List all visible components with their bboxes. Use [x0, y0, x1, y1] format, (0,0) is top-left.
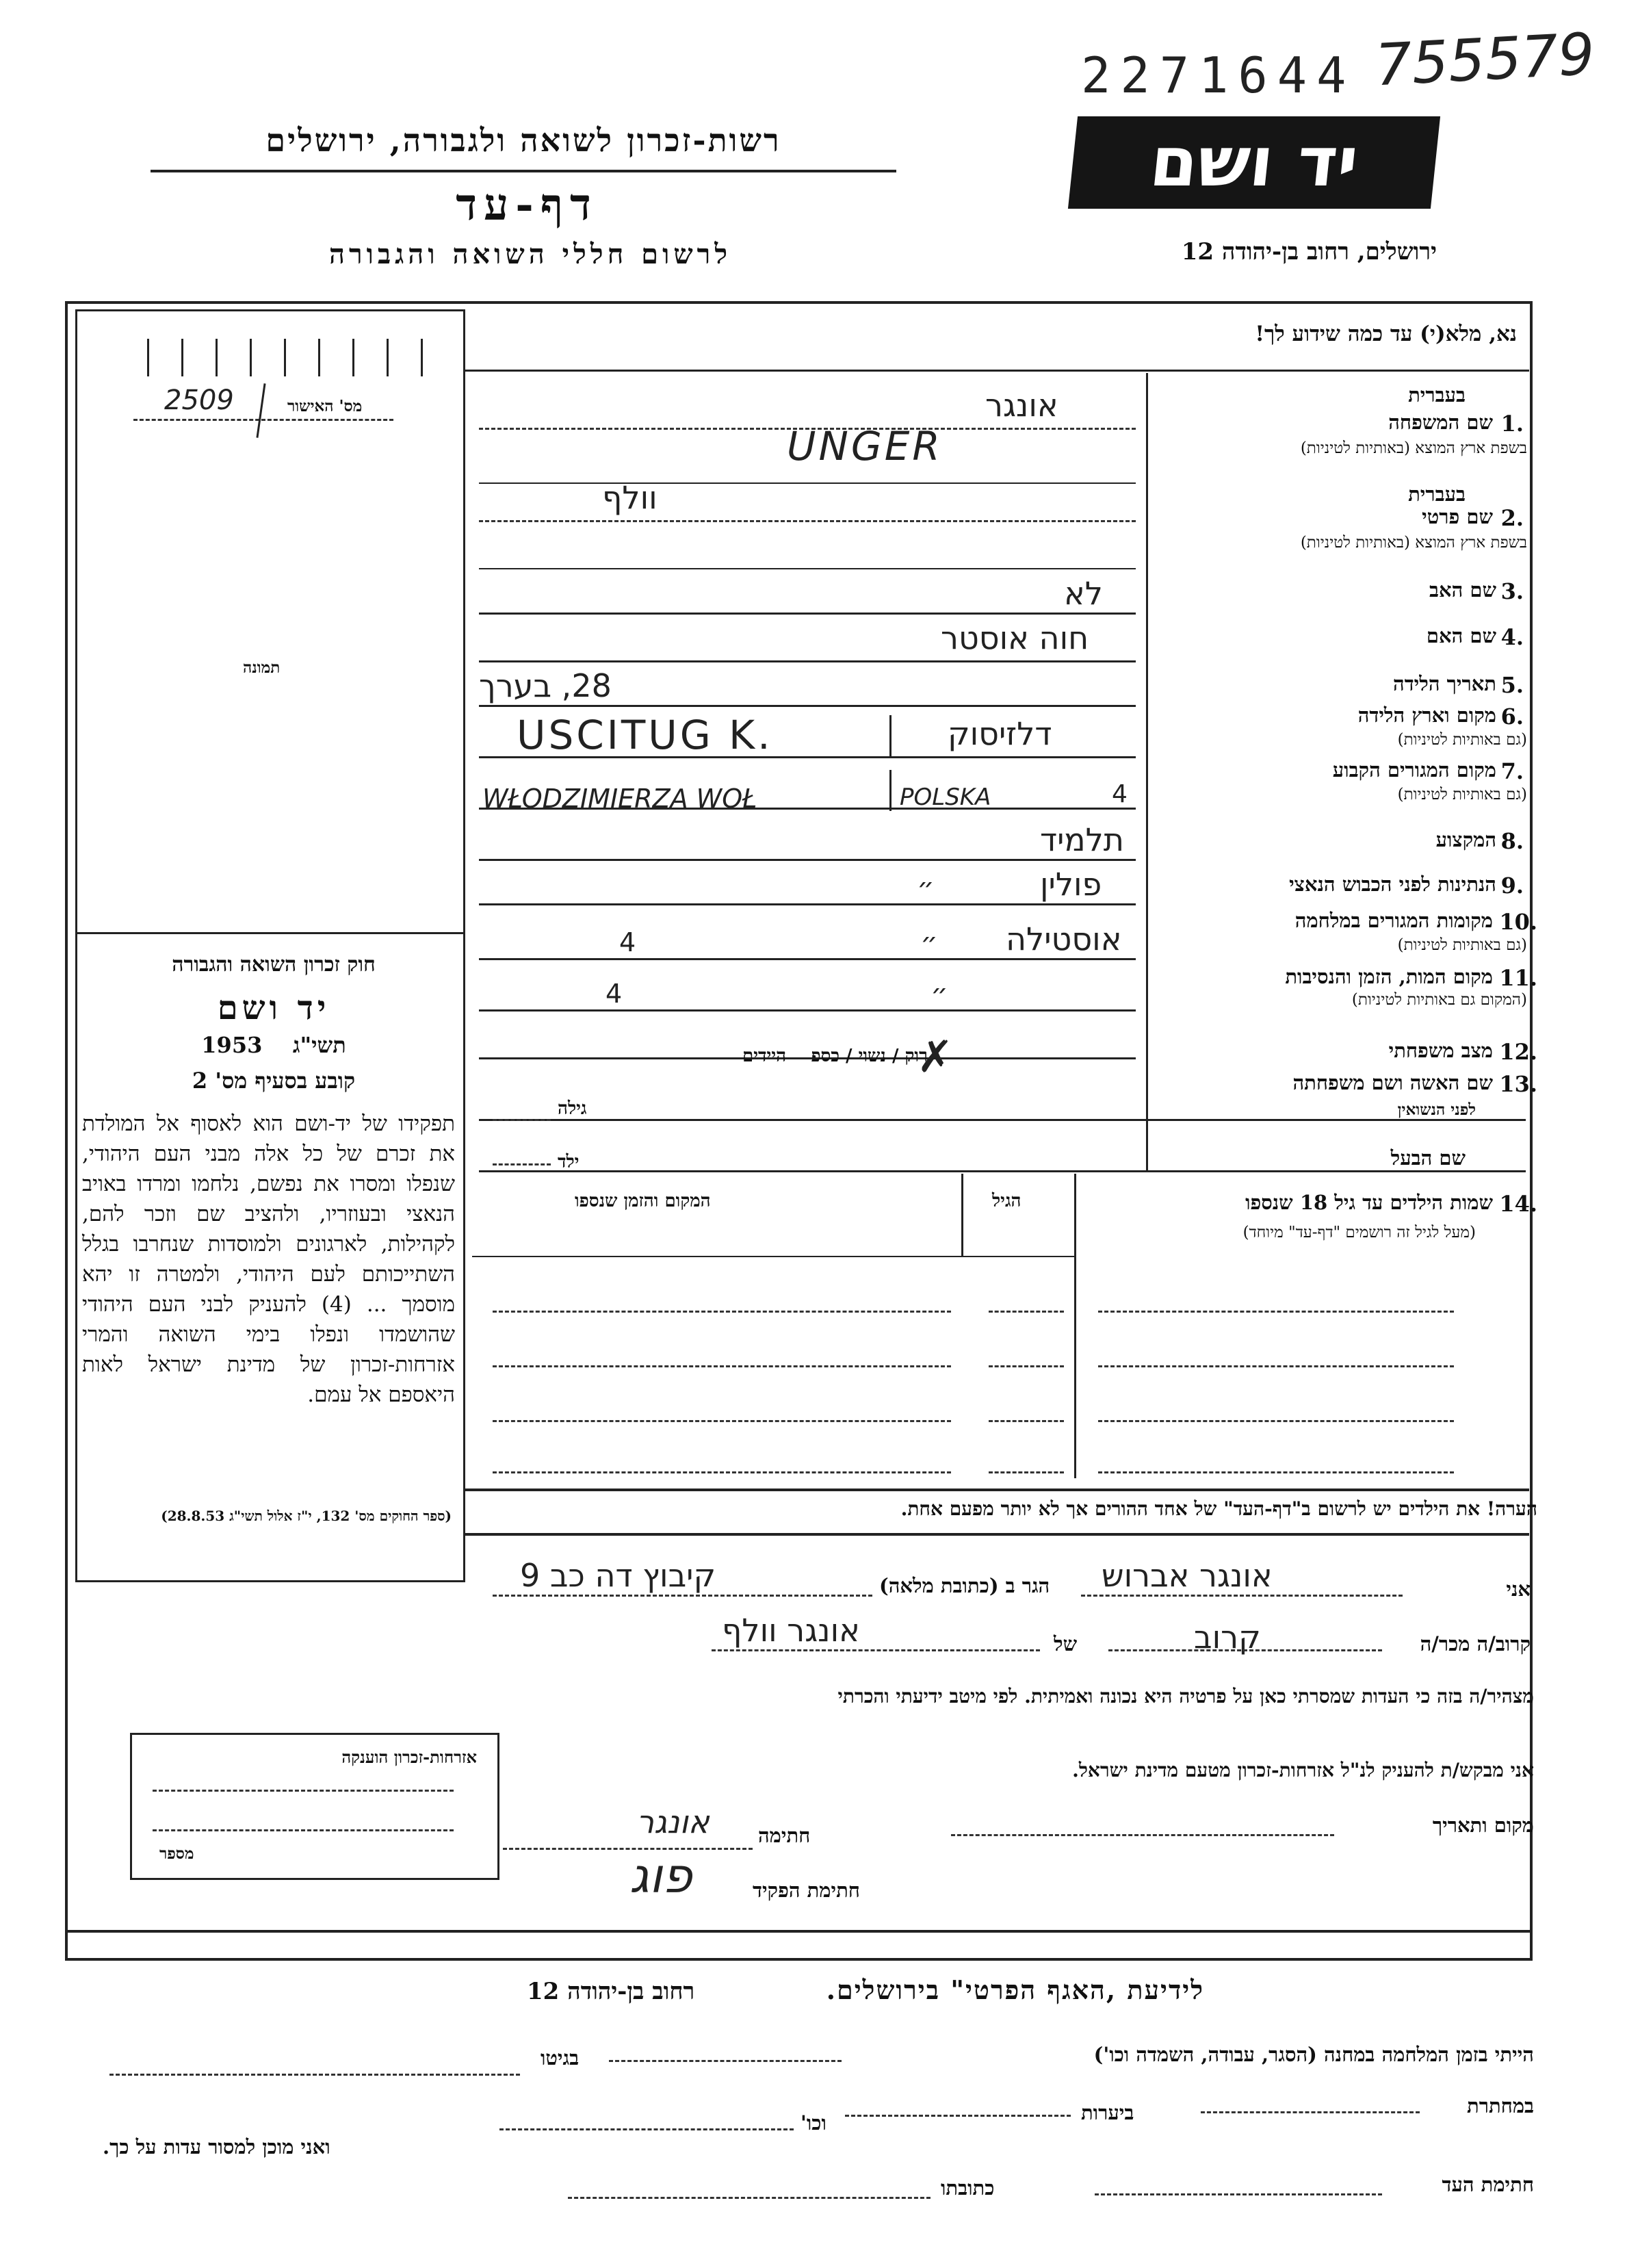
- field-1-label: שם המשפחה: [1388, 411, 1493, 434]
- field-2-sub: בשפת ארץ המוצא (באותיות לטיניות): [1300, 534, 1527, 552]
- approval-label: מס' האישור: [287, 397, 363, 415]
- citizenship-box: [130, 1733, 499, 1880]
- field-6-label: מקום וארץ הלידה: [1357, 704, 1496, 727]
- field-5-num: 5.: [1500, 672, 1524, 698]
- field-2-label: שם פרטי: [1422, 505, 1493, 528]
- approval-value: 2509: [164, 385, 234, 416]
- field-3-label: שם האב: [1429, 578, 1496, 602]
- law-reference: (ספר החוקים מס' 132, י"ז אלול תשי"ג 28.8.53): [161, 1508, 452, 1524]
- children-col-age: הגיל: [992, 1191, 1021, 1211]
- serial-number: 2271644: [1081, 47, 1356, 104]
- logo-text: יד ושם: [1146, 122, 1362, 202]
- law-title: חוק זכרון השואה והגבורה: [172, 953, 376, 977]
- law-section: קובע בסעיף מס' 2: [192, 1068, 356, 1094]
- field-9-label: הנתינות לפני הכבוש הנאצי: [1289, 873, 1496, 896]
- nationality-ditto: ״: [917, 873, 935, 904]
- wartime-residence-ditto2: 4: [619, 927, 636, 957]
- marital-status-options: רוק / נשוי / כספ היידים: [742, 1046, 928, 1066]
- address: ירושלים, רחוב בן-יהודה 12: [1181, 238, 1437, 266]
- footer-title: לידיעת ,האגף הפרטי" בירושלים.: [826, 1974, 1204, 2005]
- children-label: שמות הילדים עד גיל 18 שנספו: [1245, 1191, 1493, 1214]
- spouse-label: שם הבעל: [1390, 1146, 1466, 1170]
- field-8-label: המקצוע: [1435, 828, 1496, 851]
- declaration-statement1: מצהיר/ה בזה כי העדות שמסרתי כאן על פרטיה היא נכונה ואמיתית. לפי מיטב ידיעתי והכרתי: [837, 1685, 1534, 1708]
- field-7-sub: (גם באותיות לטיניות): [1397, 786, 1527, 803]
- marital-status-mark: ✗: [917, 1032, 954, 1083]
- citizenship-box-title: אזרחות-זכרון הוענקה: [341, 1747, 477, 1767]
- ghetto-label: בגיטו: [541, 2046, 580, 2070]
- field-11-label: מקום המות, הזמן והנסיבות: [1285, 965, 1493, 988]
- death-place-ditto2: 4: [606, 979, 623, 1009]
- field-1-num: 1.: [1500, 411, 1524, 437]
- field-4-label: שם האם: [1426, 624, 1496, 647]
- field-6-num: 6.: [1500, 704, 1524, 730]
- nationality: פולין: [1040, 866, 1102, 903]
- children-col-place: המקום והזמן שנספו: [575, 1191, 711, 1211]
- declaration-statement2: אני מבקש/ת להעניק לנ"ל אזרחות-זכרון מטעם מדינת ישראל.: [1072, 1759, 1534, 1781]
- field-13-extra2: ילד: [558, 1152, 580, 1172]
- father-name: לא: [1064, 575, 1103, 612]
- birthplace-hebrew: דלזיסוק: [948, 715, 1052, 752]
- family-name-hebrew: אונגר: [985, 387, 1058, 424]
- law-year-hebrew: תשי"ג: [292, 1032, 346, 1058]
- form-title: דף-עד: [456, 179, 598, 231]
- photo-label: תמונה: [243, 658, 281, 677]
- first-name-hebrew: וולף: [602, 479, 658, 516]
- field-2-lang: בעברית: [1408, 482, 1466, 506]
- field-13-extra1: גילה: [558, 1098, 587, 1119]
- field-10-label: מקומות המגורים במלחמה: [1294, 909, 1493, 932]
- declaration-i-label: אני: [1506, 1577, 1531, 1601]
- field-6-sub: (גם באותיות לטיניות): [1397, 731, 1527, 749]
- yad-vashem-logo: [1068, 116, 1440, 209]
- field-11-sub: (המקום גם באותיות לטיניות): [1351, 991, 1527, 1009]
- field-4-num: 4.: [1500, 624, 1524, 650]
- tally-marks: [133, 339, 462, 380]
- field-1-lang: בעברית: [1408, 383, 1466, 407]
- field-14-num: 14.: [1499, 1191, 1537, 1217]
- witness-signature-label: חתימת העד: [1442, 2173, 1534, 2196]
- field-1-sub: בשפת ארץ המוצא (באותיות לטיניות): [1300, 439, 1527, 457]
- children-sub: (מעל לגיל זה רושמים "דף-עד" מיוחד): [1242, 1224, 1476, 1241]
- family-name-latin: UNGER: [787, 423, 943, 469]
- victim-name: אונגר וולף: [722, 1612, 860, 1649]
- signature-label: חתימה: [758, 1824, 811, 1847]
- relation-value: קרוב: [1194, 1619, 1261, 1655]
- citizenship-box-number-label: מספר: [159, 1844, 194, 1863]
- field-12-num: 12.: [1499, 1039, 1537, 1065]
- wartime-residence: אוסטילה: [1006, 920, 1122, 957]
- underground-label: במחתרת: [1467, 2094, 1534, 2117]
- birthplace-latin: USCITUG K.: [517, 712, 773, 758]
- field-10-sub: (גם באותיות לטיניות): [1397, 936, 1527, 954]
- declaration-of-label: של: [1054, 1632, 1078, 1655]
- footer-address: רחוב בן-יהודה 12: [527, 1978, 695, 2005]
- etc-label: וכו': [801, 2111, 826, 2135]
- field-10-num: 10.: [1499, 909, 1537, 935]
- field-7-num: 7.: [1500, 758, 1524, 784]
- field-13-sub: לפני הנשואין: [1397, 1100, 1476, 1119]
- declarant-name: אונגר אברוש: [1102, 1557, 1273, 1594]
- declarant-address: קיבוץ דה כב 9: [520, 1557, 716, 1594]
- field-3-num: 3.: [1500, 578, 1524, 604]
- field-7-label: מקום המגורים הקבוע: [1332, 758, 1496, 782]
- official-signature-value: פוג: [629, 1848, 692, 1904]
- place-date-label: מקום ותאריך: [1432, 1814, 1534, 1837]
- law-name: יד ושם: [217, 989, 330, 1027]
- field-13-num: 13.: [1499, 1071, 1537, 1097]
- footer-line1: הייתי בזמן המלחמה במחנה (הסגר, עבודה, השמדה וכו'): [1093, 2043, 1534, 2066]
- signature-value: אונגר: [636, 1803, 710, 1840]
- wartime-residence-ditto: ״: [920, 927, 938, 959]
- declaration-relative-label: קרוב/ה מכר/ה: [1420, 1632, 1531, 1655]
- field-8-num: 8.: [1500, 828, 1524, 854]
- residence-extra: 4: [1112, 780, 1128, 808]
- law-text: תפקידו של יד-ושם הוא לאסוף אל המולדת את זכרם של כל אלה מבני העם היהודי, שנפלו ומסרו את נפשם, נלחמו ומרדו באויב הנאצי ובעוזריו, ולהציב שם וזכר להם, לקהילות, לארגונים ולמוסדות שנחרבו בגלל השתייכותם לעם היהודי, ולמטרה זו יהא מוסמך ... (4) להעניק לבני העם היהודי שהושמדו ונפלו בימי השואה והמרי אזרחות-זכרון של מדינת ישראל לאות היאספם אל עמם.: [82, 1111, 455, 1407]
- forests-label: ביערות: [1081, 2101, 1134, 2124]
- field-12-label: מצב משפחתי: [1388, 1039, 1493, 1062]
- declaration-residing-label: הגר ב (כתובת מלאה): [879, 1574, 1050, 1597]
- handwritten-number: 755579: [1373, 20, 1597, 99]
- field-9-num: 9.: [1500, 873, 1524, 899]
- note: הערה! את הילדים יש לרשום ב"דף-העד" של אחד ההורים אך לא יותר מפעם אחת.: [900, 1497, 1537, 1520]
- occupation: תלמיד: [1040, 821, 1125, 858]
- field-13-label: שם האשה ושם משפחתה: [1292, 1071, 1493, 1094]
- instruction: נא, מלא(י) עד כמה שידוע לך!: [1255, 322, 1517, 346]
- mother-name: חוה אוסטר: [941, 619, 1089, 656]
- field-5-label: תאריך הלידה: [1393, 672, 1496, 695]
- official-signature-label: חתימת הפקיד: [753, 1879, 860, 1902]
- form-subtitle: לרשום חללי השואה והגבורה: [328, 238, 732, 270]
- field-11-num: 11.: [1499, 965, 1537, 991]
- law-year: 1953: [201, 1032, 263, 1058]
- death-place-ditto: ״: [930, 979, 948, 1010]
- birth-date: 28, בערך: [479, 667, 612, 704]
- residence-latin: WŁODZIMIERZA WOŁ: [482, 784, 757, 814]
- authority-name: רשות-זכרון לשואה ולגבורה, ירושלים: [265, 122, 781, 159]
- field-2-num: 2.: [1500, 505, 1524, 531]
- footer-address-label: כתובתו: [941, 2176, 995, 2200]
- ready-label: ואני מוכן למסור עדות על כך.: [103, 2135, 330, 2159]
- residence-country: POLSKA: [900, 784, 991, 811]
